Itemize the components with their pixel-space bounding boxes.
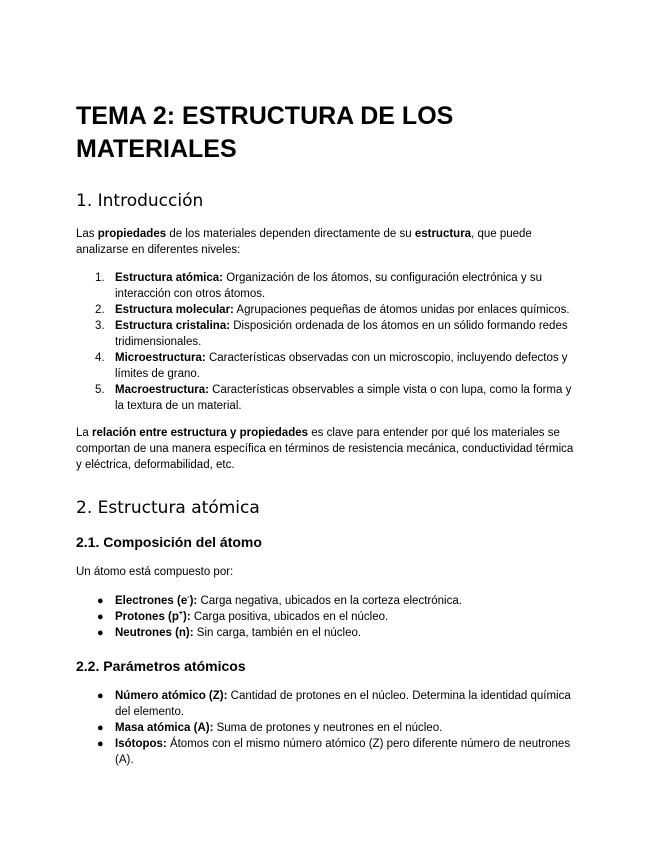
list-item (76, 350, 576, 382)
list-item-term: Estructura atómica: (115, 272, 224, 284)
bullet-icon: ● (97, 611, 104, 623)
list-item-desc: Carga negativa, ubicados en la corteza electrónica. (197, 595, 462, 607)
list-item-term: Isótopos: (115, 738, 167, 750)
relation-text: La (76, 427, 92, 439)
list-item (76, 609, 576, 625)
section-heading-estructura-atomica: 2. Estructura atómica (76, 498, 260, 518)
bullet-icon: ● (97, 722, 104, 734)
intro-paragraph (76, 226, 576, 258)
bullet-icon: ● (97, 738, 104, 750)
list-item-term: Electrones (e-): (115, 594, 198, 607)
list-number: 4. (95, 352, 105, 364)
composition-intro: Un átomo está compuesto por: (76, 566, 234, 578)
section-heading-introduccion: 1. Introducción (76, 191, 204, 211)
structure-levels-list (76, 270, 576, 414)
intro-bold-propiedades: propiedades (97, 228, 167, 240)
list-number: 2. (95, 304, 105, 316)
list-item-desc: Átomos con el mismo número atómico (Z) pero diferente número de neutrones (A). (115, 738, 571, 766)
relation-text: es clave para entender por qué los materiales se comportan de una manera específica en términos de resistencia mecánica, conductividad térmica y eléctrica, deformabilidad, etc. (76, 427, 574, 471)
list-item-term: Número atómico (Z): (115, 690, 228, 702)
list-item-desc: Sin carga, también en el núcleo. (193, 627, 362, 639)
list-item (76, 270, 576, 302)
list-item-term: Estructura cristalina: (115, 320, 231, 332)
list-item-desc: Suma de protones y neutrones en el núcleo. (213, 722, 443, 734)
list-item (76, 318, 576, 350)
list-item-term: Protones (p+): (115, 610, 191, 623)
subsection-heading-parametros: 2.2. Parámetros atómicos (76, 658, 246, 674)
list-number: 3. (95, 320, 105, 332)
list-number: 1. (95, 272, 105, 284)
intro-bold-estructura: estructura (414, 228, 472, 240)
bullet-icon: ● (97, 690, 104, 702)
relation-bold: relación entre estructura y propiedades (92, 427, 309, 439)
subsection-heading-composicion: 2.1. Composición del átomo (76, 534, 262, 550)
list-item-desc: Carga positiva, ubicados en el núcleo. (190, 611, 389, 623)
list-item-term: Macroestructura: (115, 384, 209, 396)
list-item-desc: Cantidad de protones en el núcleo. Determina la identidad química del elemento. (115, 690, 571, 718)
bullet-icon: ● (97, 595, 104, 607)
list-item-term: Estructura molecular: (115, 304, 234, 316)
intro-text: Las (76, 228, 98, 240)
atomic-parameters-list (76, 688, 576, 768)
list-item-desc: Características observables a simple vista o con lupa, como la forma y la textura de un material. (115, 384, 572, 412)
list-item-term: Microestructura: (115, 352, 206, 364)
list-item-desc: Disposición ordenada de los átomos en un sólido formando redes tridimensionales. (115, 320, 568, 348)
atom-components-list (76, 593, 576, 641)
document-title: TEMA 2: ESTRUCTURA DE LOS MATERIALES (76, 102, 454, 163)
list-number: 5. (95, 384, 105, 396)
list-item-term: Neutrones (n): (115, 627, 194, 639)
list-item (76, 736, 576, 768)
relation-paragraph (76, 425, 576, 473)
list-item (76, 625, 576, 641)
intro-text: , que puede analizarse en diferentes niveles: (76, 228, 532, 256)
bullet-icon: ● (97, 627, 104, 639)
list-item-desc: Organización de los átomos, su configuración electrónica y su interacción con otros átomos. (115, 272, 542, 300)
list-item-term: Masa atómica (A): (115, 722, 214, 734)
intro-text: de los materiales dependen directamente de su (166, 228, 415, 240)
list-item (76, 593, 576, 609)
list-item (76, 720, 576, 736)
list-item (76, 382, 576, 414)
list-item-desc: Características observadas con un microscopio, incluyendo defectos y límites de grano. (115, 352, 568, 380)
list-item-desc: Agrupaciones pequeñas de átomos unidas por enlaces químicos. (233, 304, 570, 316)
list-item (76, 302, 576, 318)
document-page (76, 100, 576, 768)
list-item (76, 688, 576, 720)
